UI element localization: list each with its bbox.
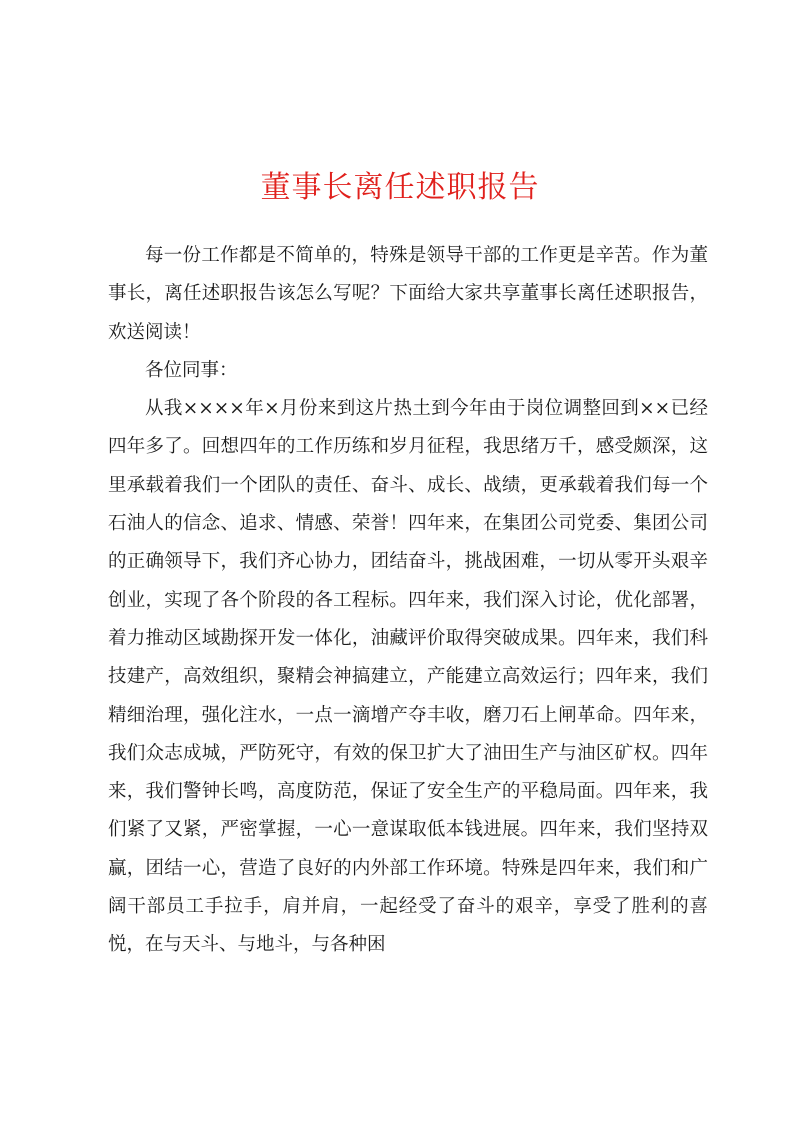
document-body bbox=[108, 237, 708, 965]
document-title: 董事长离任述职报告 bbox=[260, 170, 540, 205]
salutation-paragraph: 各位同事： bbox=[145, 359, 238, 381]
main-paragraph: 从我××××年×月份来到这片热土到今年由于岗位调整回到××已经四年多了。回想四年的工作历练和岁月征程，我思绪万千，感受颇深，这里承载着我们一个团队的责任、奋斗、成长、战绩，更承载着我们每一个石油人的信念、追求、情感、荣誉！四年来，在集团公司党委、集团公司的正确领导下，我们齐心协力，团结奋斗，挑战困难，一切从零开头艰辛创业，实现了各个阶段的各工程标。四年来，我们深入讨论，优化部署，着力推动区域勘探开发一体化，油藏评价取得突破成果。四年来，我们科技建产，高效组织，聚精会神搞建立，产能建立高效运行；四年来，我们精细治理，强化注水，一点一滴增产夺丰收，磨刀石上闸革命。四年来，我们众志成城，严防死守，有效的保卫扩大了油田生产与油区矿权。四年来，我们警钟长鸣，高度防范，保证了安全生产的平稳局面。四年来，我们紧了又紧，严密掌握，一心一意谋取低本钱进展。四年来，我们坚持双赢，团结一心，营造了良好的内外部工作环境。特殊是四年来，我们和广阔干部员工手拉手，肩并肩，一起经受了奋斗的艰辛，享受了胜利的喜悦，在与天斗、与地斗，与各种困 bbox=[108, 398, 708, 956]
intro-paragraph: 每一份工作都是不简单的，特殊是领导干部的工作更是辛苦。作为董事长，离任述职报告该怎么写呢？下面给大家共享董事长离任述职报告，欢送阅读！ bbox=[108, 245, 708, 343]
